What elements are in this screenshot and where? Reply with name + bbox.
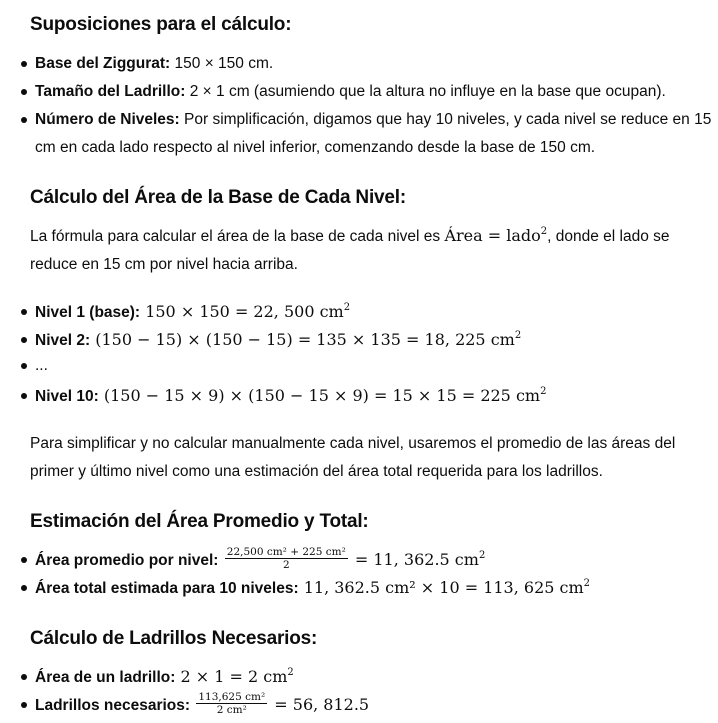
math-nivel-1: 150 × 150 = 22, 500 $cm^2$: [140, 302, 351, 321]
bullet: [21, 393, 27, 399]
bullet: [21, 117, 27, 123]
list-item-ladrillos-necesarios: [35, 691, 711, 720]
label-area-ladrillo: Área de un ladrillo:: [35, 669, 176, 686]
list-item-area-ladrillo: [35, 663, 711, 692]
bullet: [21, 702, 27, 708]
label-nivel-2: Nivel 2:: [35, 332, 91, 349]
list-item-ellipsis: [35, 352, 711, 380]
math-area-total: 11, 362.5 cm² × 10 = 113, 625 $cm^2$: [298, 578, 591, 597]
list-item-niveles: [35, 106, 713, 162]
bullet: [21, 309, 27, 315]
list-item-base: [35, 50, 711, 78]
math-nivel-2: (150 − 15) × (150 − 15) = 135 × 135 = 18, 225 $cm^2$: [90, 330, 522, 349]
bullet: [21, 363, 27, 369]
list-item-area-promedio: [35, 546, 711, 575]
math-ladrillos-necesarios: = 56, 812.5: [269, 695, 370, 714]
formula-math: Área = lado$^2$: [444, 226, 548, 245]
math-area-promedio: = 11, 362.5 $cm^2$: [349, 550, 486, 569]
list-item-nivel-1: [35, 298, 711, 327]
ellipsis-text: ...: [35, 357, 48, 374]
label-nivel-10: Nivel 10:: [35, 388, 99, 405]
heading-suposiciones: Suposiciones para el cálculo:: [30, 14, 292, 35]
heading-ladrillos: Cálculo de Ladrillos Necesarios:: [30, 628, 318, 649]
list-item-nivel-2: [35, 326, 711, 355]
fraction-denominator: 2 cm²: [216, 704, 247, 717]
fraction-area-promedio: [225, 546, 348, 571]
label-ladrillo: Tamaño del Ladrillo:: [35, 83, 186, 100]
text-base: 150 × 150 cm.: [170, 55, 274, 72]
text-ladrillo: 2 × 1 cm (asumiendo que la altura no influye en la base que ocupan).: [185, 83, 666, 100]
bullet: [21, 557, 27, 563]
fraction-numerator: 113,625 cm²: [198, 691, 266, 704]
text-niveles: Por simplificación, digamos que hay 10 niveles, y cada nivel se reduce en 15 cm en cada lado respecto al nivel inferior, comenzando desde la base de 150 cm.: [35, 111, 712, 156]
fraction-denominator: 2: [282, 559, 290, 572]
list-item-nivel-10: [35, 382, 711, 411]
label-ladrillos-necesarios: Ladrillos necesarios:: [35, 697, 191, 714]
bullet: [21, 585, 27, 591]
bullet: [21, 674, 27, 680]
label-area-total: Área total estimada para 10 niveles:: [35, 580, 299, 597]
bullet: [21, 337, 27, 343]
math-nivel-10: (150 − 15 × 9) × (150 − 15 × 9) = 15 × 15 = 225 $cm^2$: [98, 386, 547, 405]
label-area-promedio: Área promedio por nivel:: [35, 552, 219, 569]
list-item-ladrillo: [35, 78, 711, 106]
fraction-numerator: 22,500 cm² + 225 cm²: [226, 546, 346, 559]
heading-calculo-area: Cálculo del Área de la Base de Cada Nivel:: [30, 187, 406, 208]
formula-intro: La fórmula para calcular el área de la base de cada nivel es: [30, 228, 445, 245]
fraction-ladrillos: [196, 691, 267, 716]
math-area-ladrillo: 2 × 1 = 2 $cm^2$: [175, 667, 294, 686]
bullet: [21, 61, 27, 67]
label-niveles: Número de Niveles:: [35, 111, 180, 128]
paragraph-simplificar: Para simplificar y no calcular manualmente cada nivel, usaremos el promedio de las áreas del primer y último nivel como una estimación del área total requerida para los ladrillos.: [30, 435, 676, 480]
label-base: Base del Ziggurat:: [35, 55, 171, 72]
formula-outro: , donde el lado se reduce en 15 cm por nivel hacia arriba.: [30, 228, 670, 273]
label-nivel-1: Nivel 1 (base):: [35, 304, 141, 321]
heading-estimacion: Estimación del Área Promedio y Total:: [30, 511, 369, 532]
paragraph-formula: [30, 222, 710, 279]
bullet: [21, 89, 27, 95]
list-item-area-total: [35, 574, 711, 603]
